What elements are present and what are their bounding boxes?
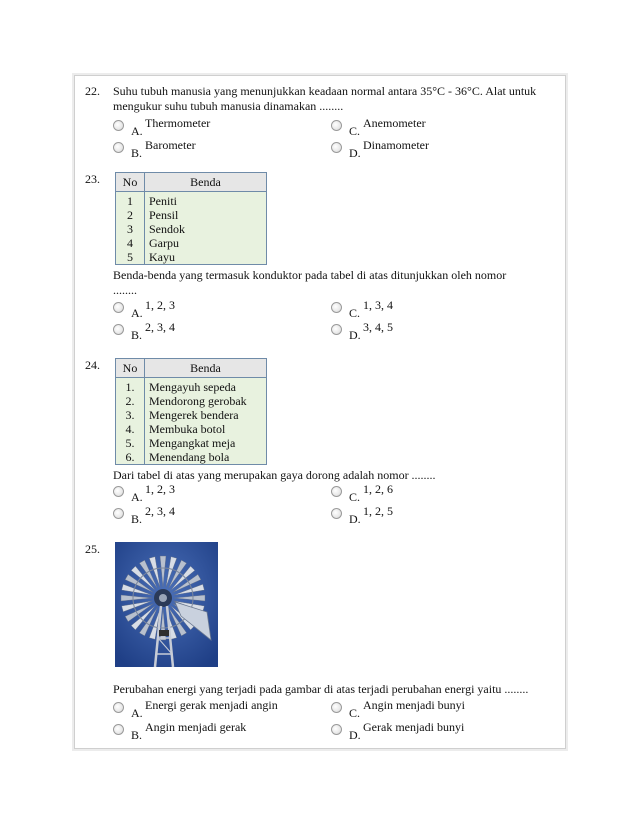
option-b[interactable]: B. 2, 3, 4	[113, 322, 313, 344]
radio-button[interactable]	[331, 142, 342, 153]
option-a[interactable]: A. Thermometer	[113, 118, 313, 140]
radio-button[interactable]	[331, 120, 342, 131]
radio-button[interactable]	[113, 302, 124, 313]
radio-button[interactable]	[113, 724, 124, 735]
radio-button[interactable]	[113, 120, 124, 131]
option-a[interactable]: A. 1, 2, 3	[113, 484, 313, 506]
option-d[interactable]: D. Dinamometer	[331, 140, 531, 162]
option-d[interactable]: D. 1, 2, 5	[331, 506, 531, 528]
radio-button[interactable]	[331, 486, 342, 497]
table-header: Benda	[145, 173, 267, 192]
benda-table	[115, 358, 267, 465]
radio-button[interactable]	[113, 486, 124, 497]
windmill-image	[115, 542, 218, 667]
table-header: Benda	[145, 359, 267, 378]
question-text: Perubahan energi yang terjadi pada gambar di atas terjadi perubahan energi yaitu ........	[113, 682, 529, 696]
table-row: 3 Sendok	[116, 222, 267, 236]
radio-button[interactable]	[113, 324, 124, 335]
quiz-panel	[74, 75, 566, 749]
radio-button[interactable]	[331, 324, 342, 335]
question-text: Benda-benda yang termasuk konduktor pada tabel di atas ditunjukkan oleh nomor ........	[113, 268, 507, 297]
table-row: 5. Mengangkat meja	[116, 436, 267, 450]
table-row: 4 Garpu	[116, 236, 267, 250]
option-b[interactable]: B. Barometer	[113, 140, 313, 162]
table-row: 1 Peniti	[116, 192, 267, 209]
option-d[interactable]: D. 3, 4, 5	[331, 322, 531, 344]
radio-button[interactable]	[331, 724, 342, 735]
table-header: No	[116, 359, 145, 378]
question-number: 25.	[85, 542, 100, 556]
table-row: 4. Membuka botol	[116, 422, 267, 436]
table-row: 1. Mengayuh sepeda	[116, 378, 267, 395]
windmill-picture	[115, 542, 218, 667]
option-a[interactable]: A. Energi gerak menjadi angin	[113, 700, 313, 722]
question-text: Dari tabel di atas yang merupakan gaya dorong adalah nomor ........	[113, 468, 436, 482]
question-number: 22.	[85, 84, 100, 98]
option-c[interactable]: C. Anemometer	[331, 118, 531, 140]
radio-button[interactable]	[331, 302, 342, 313]
radio-button[interactable]	[331, 702, 342, 713]
table-row: 3. Mengerek bendera	[116, 408, 267, 422]
radio-button[interactable]	[113, 508, 124, 519]
radio-button[interactable]	[113, 142, 124, 153]
question-text: Suhu tubuh manusia yang menunjukkan keadaan normal antara 35°C - 36°C. Alat untuk mengukur suhu tubuh manusia dinamakan ........	[113, 84, 537, 113]
table-header: No	[116, 173, 145, 192]
table-row: 5 Kayu	[116, 250, 267, 265]
table-row: 2. Mendorong gerobak	[116, 394, 267, 408]
option-b[interactable]: B. Angin menjadi gerak	[113, 722, 313, 744]
option-d[interactable]: D. Gerak menjadi bunyi	[331, 722, 531, 744]
option-c[interactable]: C. 1, 2, 6	[331, 484, 531, 506]
radio-button[interactable]	[113, 702, 124, 713]
option-c[interactable]: C. Angin menjadi bunyi	[331, 700, 531, 722]
table-row: 2 Pensil	[116, 208, 267, 222]
option-b[interactable]: B. 2, 3, 4	[113, 506, 313, 528]
question-number: 23.	[85, 172, 100, 186]
option-c[interactable]: C. 1, 3, 4	[331, 300, 531, 322]
table-row: 6. Menendang bola	[116, 450, 267, 465]
question-number: 24.	[85, 358, 100, 372]
radio-button[interactable]	[331, 508, 342, 519]
benda-table	[115, 172, 267, 265]
option-a[interactable]: A. 1, 2, 3	[113, 300, 313, 322]
